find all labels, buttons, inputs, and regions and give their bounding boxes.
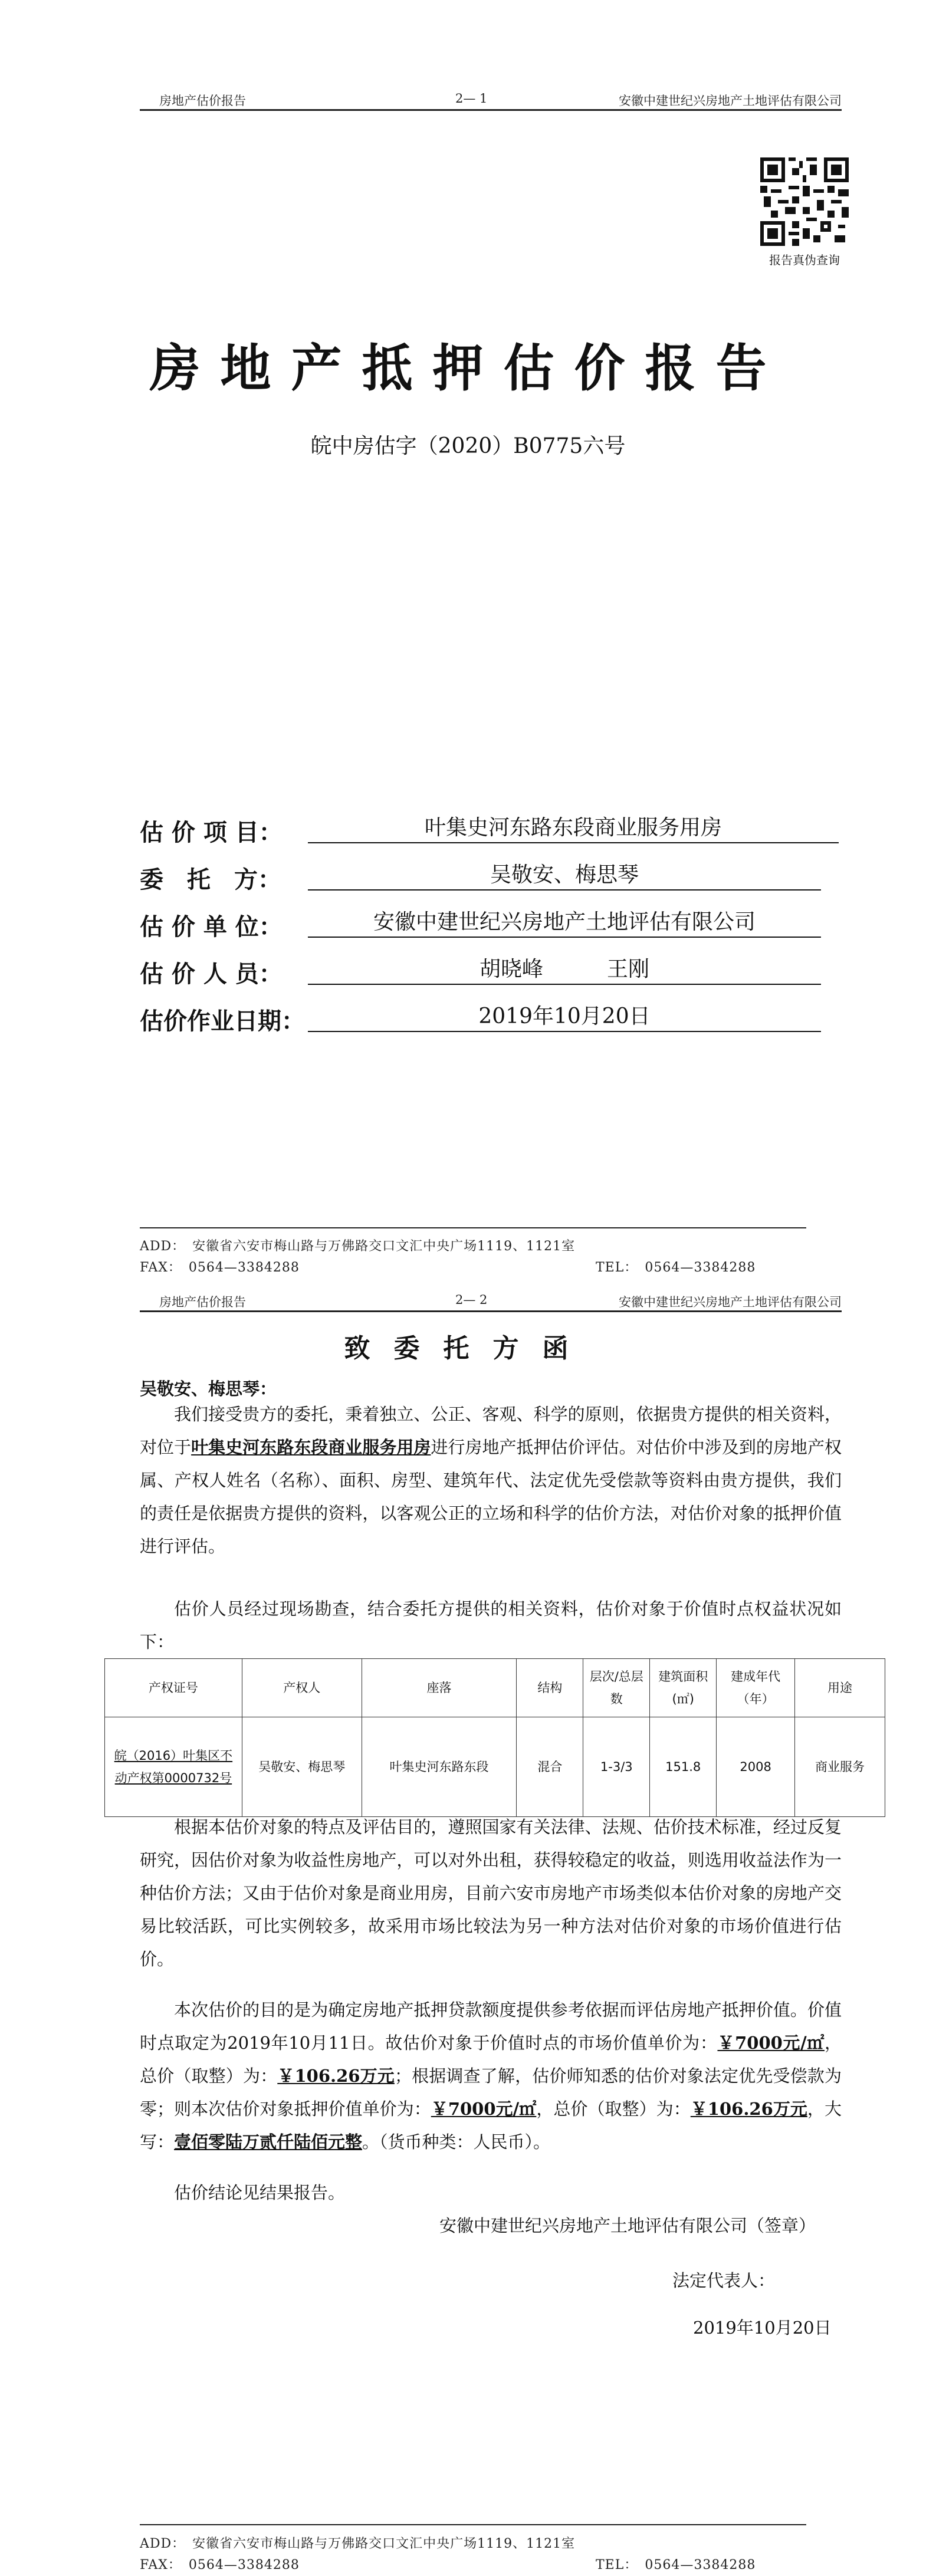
footer-fax: FAX： 0564—3384288 — [140, 1260, 300, 1275]
footer-tel: TEL： 0564—3384288 — [596, 1260, 756, 1275]
cell-location: 叶集史河东路东段 — [362, 1717, 517, 1817]
paragraph-text: ；根据调查了解，估价师知悉的估价对象法定优先受偿款为零；则本次估价对象抵押价值单价为： — [140, 2066, 842, 2119]
footer-address: ADD： 安徽省六安市梅山路与万佛路交口文汇中央广场1119、1121室 — [140, 1239, 576, 1254]
cell-floor: 1-3/3 — [583, 1717, 650, 1817]
paragraph-text: ，总价（取整）为： — [140, 2033, 842, 2086]
document-number: 皖中房估字（2020）B0775六号 — [310, 434, 626, 458]
footer-divider — [140, 1227, 806, 1228]
letter-title: 致委托方函 — [344, 1333, 592, 1363]
cell-certificate: 皖（2016）叶集区不动产权第0000732号 — [105, 1717, 242, 1817]
paragraph-text: ，总价（取整）为： — [536, 2099, 691, 2119]
signature-representative: 法定代表人： — [672, 2271, 776, 2291]
paragraph-text: 进行房地产抵押估价评估。对估价中涉及到的房地产权属、产权人姓名（名称）、面积、房型、建筑年代、法定优先受偿款等资料由贵方提供，我们的责任是依据贵方提供的资料，以客观公正的立场和科学的估价方法，对估价对象的抵押价值进行评估。 — [140, 1437, 842, 1556]
paragraph-3: 根据本估价对象的特点及评估目的，遵照国家有关法律、法规、估价技术标准，经过反复研究，因估价对象为收益性房地产，可以对外出租，获得较稳定的收益，则选用收益法作为一种估价方法；又由于估价对象是商业用房，目前六安市房地产市场类似本估价对象的房地产交易比较活跃，可比实例较多，故采用市场比较法为另一种方法对估价对象的市场价值进行估价。 — [140, 1817, 842, 1969]
cell-area: 151.8 — [650, 1717, 717, 1817]
mortgage-total-price: ￥106.26万元 — [690, 2099, 807, 2119]
field-value: 吴敬安、梅思琴 — [308, 861, 821, 891]
field-label: 委 托 方： — [140, 866, 281, 893]
cell-usage: 商业服务 — [795, 1717, 885, 1817]
table-header: 用途 — [795, 1659, 885, 1717]
field-work-date — [140, 1003, 848, 1038]
table-header-row — [105, 1659, 885, 1717]
field-value: 胡晓峰 王刚 — [308, 955, 821, 985]
table-header: 产权人 — [242, 1659, 362, 1717]
header-page-number: 2— 1 — [455, 91, 488, 106]
field-value: 安徽中建世纪兴房地产土地评估有限公司 — [308, 908, 821, 938]
total-price: ￥106.26万元 — [277, 2066, 395, 2086]
page2-header — [140, 1293, 842, 1316]
signature-date: 2019年10月20日 — [693, 2318, 832, 2338]
report-title: 房地产抵押估价报告 — [149, 339, 787, 398]
qr-caption: 报告真伪查询 — [769, 253, 840, 267]
qr-code-icon[interactable] — [760, 157, 849, 246]
table-row — [105, 1717, 885, 1817]
footer-tel: TEL： 0564—3384288 — [596, 2558, 756, 2572]
cell-year: 2008 — [717, 1717, 795, 1817]
field-client — [140, 861, 848, 896]
paragraph-text: 。（货币种类：人民币）。 — [362, 2132, 551, 2152]
cell-structure: 混合 — [517, 1717, 583, 1817]
signature-company: 安徽中建世纪兴房地产土地评估有限公司（签章） — [439, 2216, 816, 2236]
paragraph-2: 估价人员经过现场勘查，结合委托方提供的相关资料，估价对象于价值时点权益状况如下： — [140, 1599, 842, 1652]
unit-price: ￥7000元/㎡ — [717, 2033, 825, 2053]
paragraph-1 — [140, 1398, 842, 1563]
field-value: 2019年10月20日 — [308, 1003, 821, 1032]
amount-in-words: 壹佰零陆万贰仟陆佰元整 — [174, 2132, 363, 2152]
field-appraisers — [140, 955, 848, 991]
page1-header — [140, 91, 842, 115]
footer-divider — [140, 2524, 806, 2525]
table-header: 产权证号 — [105, 1659, 242, 1717]
header-right: 安徽中建世纪兴房地产土地评估有限公司 — [619, 1295, 842, 1309]
footer-address: ADD： 安徽省六安市梅山路与万佛路交口文汇中央广场1119、1121室 — [140, 2536, 576, 2551]
paragraph-text: 我们接受贵方的委托，秉着独立、公正、客观、科学的原则，依据贵方提供的相关资料，对位于 — [140, 1404, 842, 1457]
header-divider — [140, 109, 842, 111]
field-label: 估 价 单 位： — [140, 913, 283, 941]
property-name: 叶集史河东路东段商业服务用房 — [191, 1437, 431, 1457]
paragraph-text: ，大写： — [140, 2099, 842, 2152]
paragraph-4 — [140, 1993, 842, 2158]
table-header: 结构 — [517, 1659, 583, 1717]
field-appraiser-unit — [140, 908, 848, 944]
table-header: 建筑面积(㎡) — [650, 1659, 717, 1717]
header-left: 房地产估价报告 — [159, 94, 246, 108]
field-project — [140, 814, 848, 849]
salutation: 吴敬安、梅思琴： — [140, 1379, 277, 1399]
cell-owner: 吴敬安、梅思琴 — [242, 1717, 362, 1817]
header-divider — [140, 1310, 842, 1312]
header-page-number: 2— 2 — [455, 1293, 488, 1307]
field-label: 估 价 人 员： — [140, 960, 283, 988]
table-header: 座落 — [362, 1659, 517, 1717]
field-value: 叶集史河东路东段商业服务用房 — [308, 814, 839, 843]
field-label: 估价作业日期： — [140, 1007, 305, 1035]
header-left: 房地产估价报告 — [159, 1295, 246, 1309]
table-header: 层次/总层数 — [583, 1659, 650, 1717]
footer-fax: FAX： 0564—3384288 — [140, 2558, 300, 2572]
property-table — [104, 1658, 885, 1817]
header-right: 安徽中建世纪兴房地产土地评估有限公司 — [619, 94, 842, 108]
paragraph-5: 估价结论见结果报告。 — [174, 2183, 346, 2203]
mortgage-unit-price: ￥7000元/㎡ — [431, 2099, 537, 2119]
field-label: 估 价 项 目： — [140, 819, 283, 846]
table-header: 建成年代（年） — [717, 1659, 795, 1717]
paragraph-text: 本次估价的目的是为确定房地产抵押贷款额度提供参考依据而评估房地产抵押价值。价值时点取定为2019年10月11日。故估价对象于价值时点的市场价值单价为： — [140, 2000, 842, 2053]
